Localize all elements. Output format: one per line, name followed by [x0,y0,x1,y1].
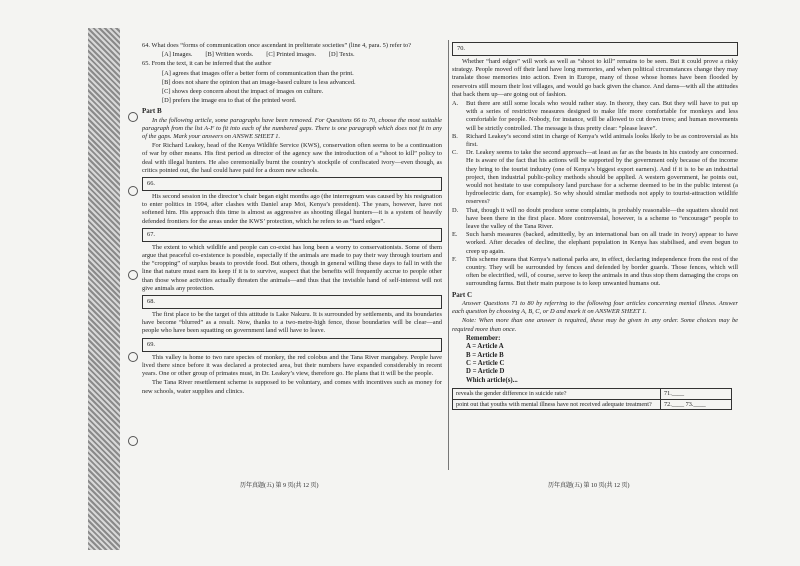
paragraph: For Richard Leakey, head of the Kenya Wildlife Service (KWS), conservation often seems to be a continuation of war by other means. His first period as director of the agency saw the introduction of a “shoot to kill” policy to deal with illegal hunters. He also ceremonially burnt the country’s stockpile of confiscated ivory—even though, as critics pointed out, the haul could have paid for a dozen new schools. [142,142,442,174]
answer-blank[interactable]: 71.____ [661,389,732,399]
gap-number: 68. [147,298,155,306]
option-paragraph [452,231,738,256]
paragraph: This valley is home to two rare species of monkey, the red colobus and the Tana River mangabey. People have lived there since before it was declared a protected area, but their numbers have expanded considerably in recent years. One or other group of primates must, in Dr. Leakey’s view, therefore go. He plans that it will be the people. [142,353,442,378]
q65-option-d: [D] prefers the image era to that of the printed word. [162,97,297,105]
gap-number: 69. [147,340,155,348]
q64-option-a: [A] Images. [162,51,193,59]
paragraph: His second session in the director’s chair began eight months ago (the interregnum was caused by his resignation to enter politics in 1994, after clashes with Daniel arap Moi, Kenya’s president). The years, however, have not softened him. His approach this time is almost as aggressive as shooting illegal hunters—it is a system of heavily defended frontiers for the areas under the KWS’ protection, which he refers to as “hard edges”. [142,193,442,225]
option-text: Dr. Leakey seems to take the second approach—at least as far as the beasts in his custody are concerned. He is aware of the fact that his actions will be supported by the government only because of the income they bring to the tourist industry (one of Kenya’s biggest export earners). And if it is to be an industrial project, then industrial public-policy methods should be applied. A western government, he points out, would not hesitate to use compulsory land purchase for a scheme deemed to be in the public interest (a hydroelectric dam, for example). So why should similar methods not apply to tourist-attraction wildlife reserves? [466,149,738,206]
q65-option-b: [B] does not share the opinion that an image-based culture is less advanced. [162,78,356,86]
q64-option-d: [D] Texts. [328,51,355,59]
q65-stem: 65. From the text, it can be inferred that the author [142,60,272,68]
gap-69-box[interactable] [142,338,442,352]
part-b-directions: In the following article, some paragraphs have been removed. For Questions 66 to 70, choose the most suitable paragraph from the list A-F to fit into each of the numbered gaps. There is one paragraph which does not fit in any of the gaps. Mark your answers on ANSWE SHEET 1. [142,116,442,141]
binding-hole [128,112,138,122]
q64-option-b: [B] Written words. [205,51,254,59]
q65-option-c: [C] shows deep concern about the impact of images on culture. [162,88,324,96]
gap-66-box[interactable] [142,177,442,191]
which-article-label: Which article(s)... [466,376,518,384]
option-text: This scheme means that Kenya’s national parks are, in effect, declaring independence from the rest of the country. They will be surrounded by fences and defended by border guards. Those fences, which will often be electrified, will, of course, serve to keep the animals in and thus stop them damaging the crops on surrounding farms. But their main purpose is to keep unwanted humans out. [466,255,738,288]
part-b-heading: Part B [142,107,162,116]
remember-label: Remember: [466,334,501,342]
article-key: C = Article C [466,359,505,367]
option-paragraph [452,100,738,133]
article-key: A = Article A [466,343,504,351]
paragraph: Whether “hard edges” will work as well as “shoot to kill” remains to be seen. But it could prove a risky strategy. People moved off their land have long memories, and when political circumstances change they may translate those memories into action. Even in Europe, many of those whose homes have been flooded by reservoirs still mourn their lost villages, and would go back given the chance. And dams—with all the attitudes that back them up—are going out of fashion. [452,58,738,98]
q64-stem: 64. What does “forms of communication once ascendant in preliterate societies” (line 4, para. 5) refer to? [142,42,412,49]
q65-option-a: [A] agrees that images offer a better form of communication than the print. [162,69,354,77]
table-row [453,399,732,409]
option-label: C. [452,149,458,157]
left-page [142,42,442,397]
paragraph: The Tana River resettlement scheme is supposed to be voluntary, and comes with incentives such as money for new schools, water supplies and clinics. [142,379,442,395]
column-divider [448,40,449,470]
article-key: D = Article D [466,368,505,376]
option-label: E. [452,231,458,239]
gap-number: 66. [147,180,155,188]
binding-hole [128,270,138,280]
option-text: Richard Leakey’s second stint in charge of Kenya’s wild animals looks likely to be as controversial as his first. [466,132,738,149]
question-text: reveals the gender difference in suicide rate? [453,389,661,399]
option-paragraph [452,207,738,232]
part-c-heading: Part C [452,290,473,299]
option-label: D. [452,206,459,214]
paragraph: The extent to which wildlife and people can co-exist has long been a worry to conservationists. Some of them argue that peaceful co-existence is possible, especially if the animals are made to pay their way through tourism and the “cropping” of surplus beasts to provide food. But others, though in general willing these days to fall in with the line that nature must earn its keep if it is to survive, suspect that the benefits will frequently accrue to people other than those whose activities actually threaten the animals—and thus that the invisible hand of self-interest will not give animals any protection. [142,243,442,292]
answer-table [452,388,732,410]
option-text: But there are still some locals who would rather stay. In theory, they can. But they will have to put up with a series of restrictive measures designed to make life more comfortable for monkeys and less comfortable for people. Nobody, for instance, will be allowed to cut down trees; and human movements will be strictly controlled. The message is thus pretty clear: “please leave”. [466,100,738,132]
gap-68-box[interactable] [142,295,442,309]
gap-number: 70. [457,45,465,52]
binding-hole [128,186,138,196]
article-key: B = Article B [466,351,504,359]
option-paragraph [452,256,738,289]
gap-67-box[interactable] [142,228,442,242]
paragraph: The first place to be the target of this attitude is Lake Nakuru. It is surrounded by settlements, and its boundaries have become “blurred” as a result. Now, thanks to a two-metre-high fence, those boundaries will be clear—and people who have been squatting on government land will have to leave. [142,311,442,335]
option-paragraph [452,133,738,149]
option-paragraph [452,149,738,206]
answer-blank[interactable]: 72.____ 73.____ [661,399,732,409]
right-page [452,42,738,410]
option-label: B. [452,132,458,140]
part-c-directions: Answer Questions 71 to 80 by referring to the following four articles concerning mental illness. Answer each question by choosing A, B, C, or D and mark it on ANSWER SHEET 1. [452,299,738,316]
question-text: point out that youths with mental illness have not received adequate treatment? [453,399,661,409]
gap-70-box[interactable] [452,42,738,56]
q64-options [142,51,442,59]
binding-hole [128,352,138,362]
q64-option-c: [C] Printed images. [266,51,317,59]
option-label: A. [452,100,459,108]
binding-hole [128,436,138,446]
table-row [453,389,732,399]
gap-number: 67. [147,230,155,238]
option-text: That, though it will no doubt produce some complaints, is probably reasonable—the squatters should not have been there in the first place. More controversial, however, is a scheme to “encourage” people to leave the valley of the Tana River. [466,206,738,231]
part-c-note: Note: When more than one answer is required, these may be given in any order. Some choices may be required more than once. [452,317,738,333]
page-footer-right: 历年真题(五) 第 10 页(共 12 页) [548,483,630,489]
option-text: Such harsh measures (backed, admittedly, by an international ban on all trade in ivory) appear to have worked. After decades of decline, the elephant population in Kenya has stabilised, and even begun to creep up again. [466,231,738,255]
page-footer-left: 历年真题(五) 第 9 页(共 12 页) [240,483,319,489]
option-label: F. [452,255,457,263]
binding-strip [88,28,120,550]
